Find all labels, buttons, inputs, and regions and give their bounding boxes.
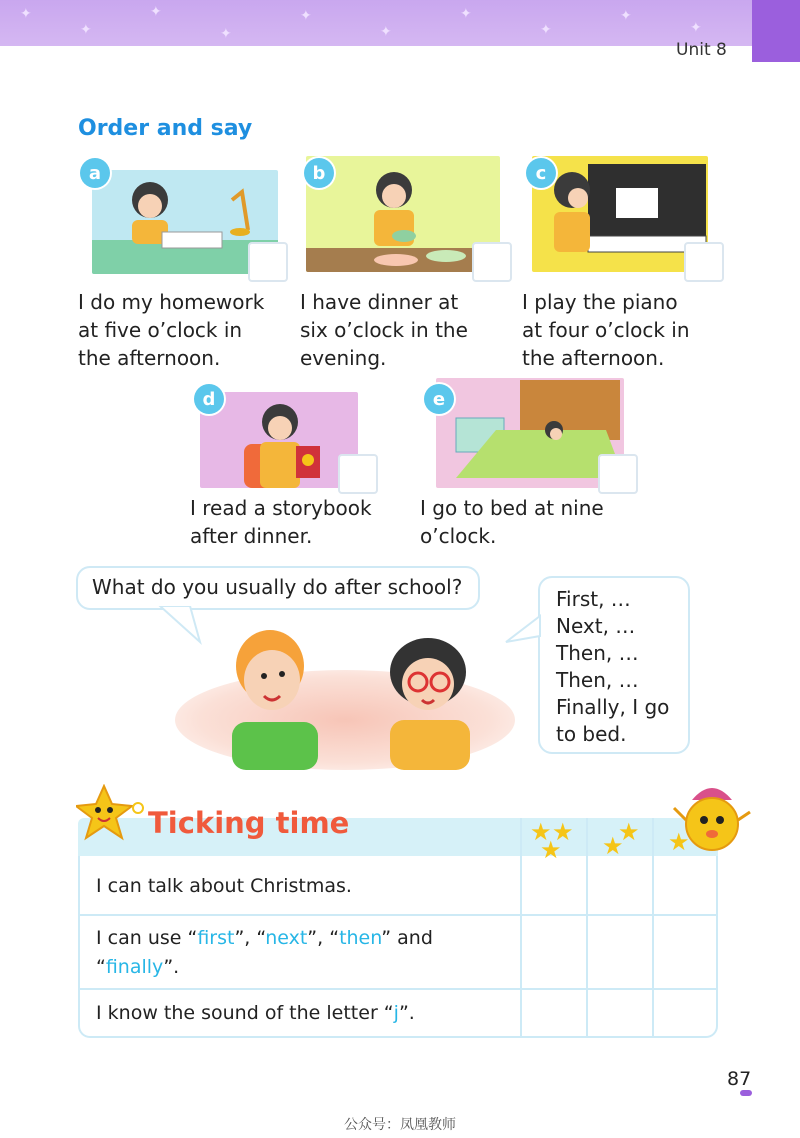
star-decoration-icon: ✦ <box>300 8 312 24</box>
star-decoration-icon: ✦ <box>380 24 392 40</box>
star-mascot-icon <box>76 784 146 844</box>
row-text: I can talk about Christmas. <box>96 875 352 897</box>
badge-a: a <box>80 158 110 188</box>
row-text: I can use “ <box>96 927 198 949</box>
picture-c <box>532 156 708 272</box>
badge-d: d <box>194 384 224 414</box>
tick-cell-3-3[interactable] <box>654 990 716 1036</box>
order-box-e[interactable] <box>598 454 638 494</box>
answer-line-5: Finally, I go <box>556 695 670 719</box>
girl-illustration <box>384 634 474 770</box>
order-box-b[interactable] <box>472 242 512 282</box>
row-text: ”. <box>163 956 180 978</box>
page-number-tab <box>740 1090 752 1096</box>
picture-d <box>200 392 358 488</box>
star-decoration-icon: ✦ <box>690 20 702 36</box>
answer-line-4: Then, … <box>556 668 639 692</box>
star-decoration-icon: ✦ <box>540 22 552 38</box>
order-box-d[interactable] <box>338 454 378 494</box>
answer-text <box>556 586 669 748</box>
keyword-first: first <box>197 927 235 949</box>
tick-cell-2-3[interactable] <box>654 916 716 988</box>
question-text: What do you usually do after school? <box>92 575 463 599</box>
picture-b <box>306 156 500 272</box>
star-decoration-icon: ✦ <box>220 26 232 42</box>
caption-e: I go to bed at nine o’clock. <box>420 496 604 548</box>
order-box-c[interactable] <box>684 242 724 282</box>
answer-line-2: Next, … <box>556 614 636 638</box>
unit-label: Unit 8 <box>676 40 727 60</box>
ticking-title: Ticking time <box>148 806 350 840</box>
star-decoration-icon: ✦ <box>150 4 162 20</box>
badge-b: b <box>304 158 334 188</box>
star-icon: ★ <box>668 828 690 856</box>
row-text: ”, “ <box>234 927 266 949</box>
boy-illustration <box>224 626 324 770</box>
star-icon: ★ <box>602 832 624 860</box>
badge-c: c <box>526 158 556 188</box>
row-text: ”. <box>398 1002 415 1024</box>
answer-bubble-tail <box>504 614 542 644</box>
tick-cell-3-1[interactable] <box>522 990 586 1036</box>
section-title: Order and say <box>78 116 253 141</box>
answer-line-6: to bed. <box>556 722 627 746</box>
tick-cell-3-2[interactable] <box>588 990 652 1036</box>
banner-edge <box>0 46 760 62</box>
chick-mascot-icon <box>672 776 752 860</box>
tick-cell-2-1[interactable] <box>522 916 586 988</box>
caption-b: I have dinner at six o’clock in the evening. <box>300 290 468 370</box>
tick-cell-1-2[interactable] <box>588 858 652 914</box>
star-icon: ★ <box>552 818 574 846</box>
ticking-row-2 <box>96 924 433 982</box>
keyword-then: then <box>339 927 382 949</box>
star-icon: ★ <box>530 818 552 846</box>
unit-tab <box>752 0 800 62</box>
keyword-j: j <box>393 1002 399 1024</box>
star-decoration-icon: ✦ <box>80 22 92 38</box>
footer-credit: 公众号：凤凰教师 <box>344 1117 456 1133</box>
star-icon: ★ <box>540 836 562 864</box>
caption-a: I do my homework at five o’clock in the afternoon. <box>78 290 265 370</box>
tick-cell-2-2[interactable] <box>588 916 652 988</box>
badge-e: e <box>424 384 454 414</box>
ticking-row-3 <box>96 999 415 1028</box>
page-number: 87 <box>727 1068 752 1090</box>
order-box-a[interactable] <box>248 242 288 282</box>
star-icon: ★ <box>618 818 640 846</box>
star-decoration-icon: ✦ <box>460 6 472 22</box>
picture-e <box>436 378 624 488</box>
answer-line-1: First, … <box>556 587 631 611</box>
tick-cell-1-1[interactable] <box>522 858 586 914</box>
star-decoration-icon: ✦ <box>620 8 632 24</box>
keyword-finally: finally <box>105 956 164 978</box>
row-text: ” and “ <box>96 927 433 978</box>
row-text: I know the sound of the letter “ <box>96 1002 394 1024</box>
row-text: ”, “ <box>307 927 340 949</box>
tick-cell-1-3[interactable] <box>654 858 716 914</box>
keyword-next: next <box>265 927 308 949</box>
ticking-row-1 <box>96 872 352 901</box>
answer-line-3: Then, … <box>556 641 639 665</box>
question-bubble-tail <box>150 606 210 646</box>
star-decoration-icon: ✦ <box>20 6 32 22</box>
caption-d: I read a storybook after dinner. <box>190 496 372 548</box>
caption-c: I play the piano at four o’clock in the afternoon. <box>522 290 690 370</box>
